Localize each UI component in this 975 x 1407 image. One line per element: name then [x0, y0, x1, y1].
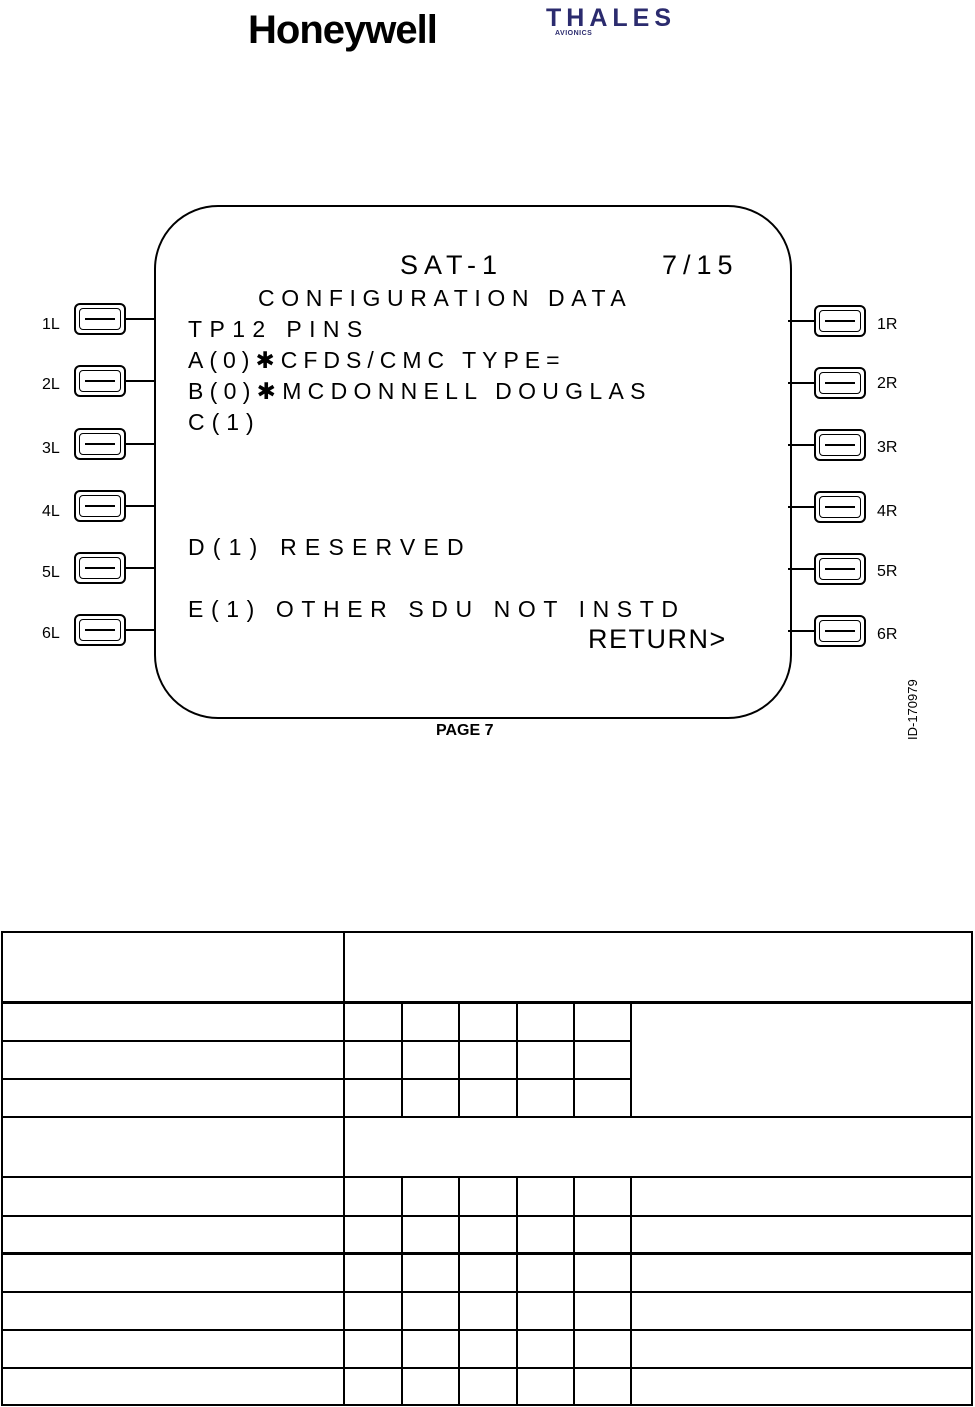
screen-line-2: A(0)✱CFDS/CMC TYPE= — [188, 347, 566, 373]
table-divider — [1, 1291, 973, 1293]
lsk-label-4l: 4L — [42, 503, 60, 520]
table-divider — [1, 1176, 973, 1178]
table-divider — [573, 1176, 575, 1406]
table-divider — [630, 1176, 632, 1406]
lsk-4l[interactable] — [74, 490, 126, 522]
screen-line-3: B(0)✱MCDONNELL DOUGLAS — [188, 378, 652, 404]
table-divider — [1, 1252, 973, 1255]
lsk-label-1r: 1R — [877, 316, 898, 333]
lsk-connector — [788, 444, 814, 446]
page-indicator: 7/15 — [662, 250, 739, 280]
return-prompt[interactable]: RETURN> — [588, 624, 727, 654]
lsk-label-5l: 5L — [42, 564, 60, 581]
table-divider — [1, 1040, 631, 1042]
lsk-connector — [788, 568, 814, 570]
table-divider — [630, 1001, 632, 1116]
thales-logo: THALES — [546, 4, 676, 32]
lsk-connector — [126, 318, 155, 320]
lsk-connector — [126, 567, 155, 569]
lsk-connector — [126, 505, 155, 507]
table-divider — [1, 1215, 973, 1217]
lsk-3r[interactable] — [814, 429, 866, 461]
figure-caption: PAGE 7 — [436, 722, 494, 739]
screen-title: SAT-1 — [400, 250, 504, 280]
lsk-label-5r: 5R — [877, 563, 898, 580]
lsk-2l[interactable] — [74, 365, 126, 397]
lsk-4r[interactable] — [814, 491, 866, 523]
lsk-2r[interactable] — [814, 367, 866, 399]
lsk-connector — [126, 629, 155, 631]
lsk-connector — [788, 382, 814, 384]
lsk-label-4r: 4R — [877, 503, 898, 520]
table-divider — [458, 1001, 460, 1116]
lsk-label-1l: 1L — [42, 316, 60, 333]
table-divider — [1, 1367, 973, 1369]
lsk-6l[interactable] — [74, 614, 126, 646]
lsk-connector — [126, 380, 155, 382]
lsk-1l[interactable] — [74, 303, 126, 335]
thales-logo-subtitle: AVIONICS — [555, 30, 593, 37]
lsk-5l[interactable] — [74, 552, 126, 584]
lsk-label-3r: 3R — [877, 439, 898, 456]
lsk-1r[interactable] — [814, 305, 866, 337]
honeywell-logo: Honeywell — [248, 8, 437, 52]
screen-line-1: TP12 PINS — [188, 316, 370, 342]
lsk-label-6l: 6L — [42, 625, 60, 642]
lsk-label-3l: 3L — [42, 440, 60, 457]
table-divider — [516, 1001, 518, 1116]
table-divider — [573, 1001, 575, 1116]
table-divider — [401, 1176, 403, 1406]
table-divider — [1, 1116, 973, 1118]
table-divider — [1, 1329, 973, 1331]
lsk-connector — [788, 506, 814, 508]
screen-line-4: C(1) — [188, 409, 261, 435]
table-divider — [1, 1001, 973, 1004]
lsk-label-2l: 2L — [42, 376, 60, 393]
lsk-connector — [788, 630, 814, 632]
table-divider — [458, 1176, 460, 1406]
table-divider — [401, 1001, 403, 1116]
figure-id: ID-170979 — [905, 679, 920, 740]
screen-line-6: E(1) OTHER SDU NOT INSTD — [188, 596, 686, 622]
table-divider — [1, 1078, 631, 1080]
lsk-connector — [788, 320, 814, 322]
screen-line-5: D(1) RESERVED — [188, 534, 472, 560]
lsk-label-2r: 2R — [877, 375, 898, 392]
lsk-5r[interactable] — [814, 553, 866, 585]
table-divider — [516, 1176, 518, 1406]
lsk-3l[interactable] — [74, 428, 126, 460]
lsk-connector — [126, 443, 155, 445]
screen-heading: CONFIGURATION DATA — [258, 285, 633, 311]
lsk-6r[interactable] — [814, 615, 866, 647]
lsk-label-6r: 6R — [877, 626, 898, 643]
